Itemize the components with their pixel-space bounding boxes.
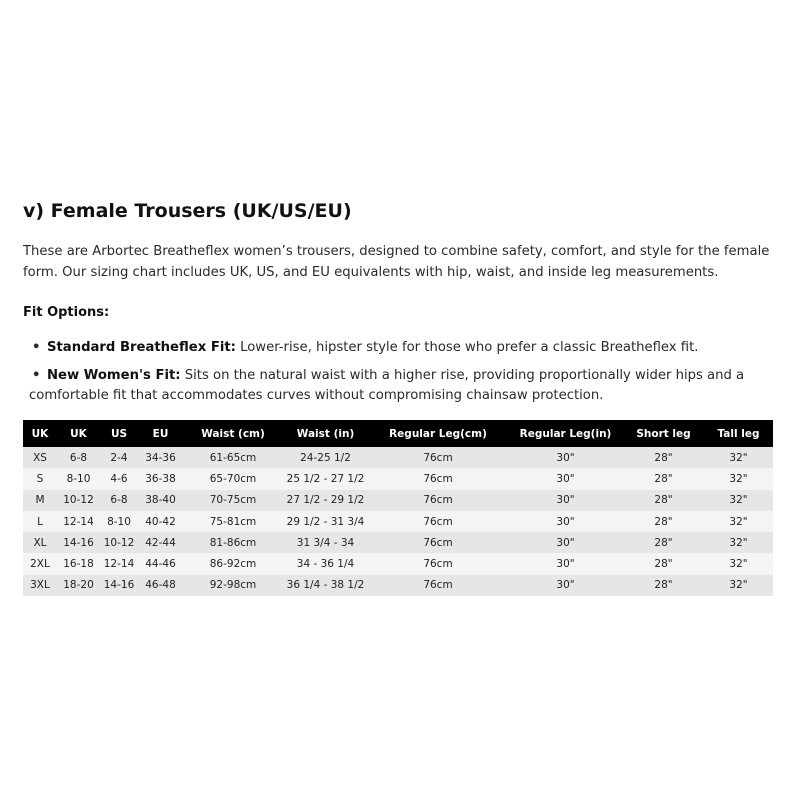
- column-header: UK: [70, 427, 87, 440]
- table-cell: 36 1/4 - 38 1/2: [286, 579, 365, 592]
- table-cell: 44-46: [145, 558, 176, 571]
- table-cell: 8-10: [107, 515, 131, 528]
- table-cell: L: [37, 515, 43, 528]
- bullet-icon: •: [32, 367, 41, 383]
- fit-option-text: Sits on the natural waist with a higher rise, providing proportionally wider hips and a: [180, 367, 745, 383]
- table-cell: 14-16: [103, 579, 135, 592]
- table-cell: 4-6: [110, 472, 128, 485]
- table-cell: 8-10: [66, 472, 91, 485]
- table-row: [23, 532, 773, 553]
- table-cell: 12-14: [103, 558, 135, 571]
- fit-options-list: [23, 338, 775, 407]
- table-cell: 30": [556, 579, 575, 592]
- table-cell: 34-36: [145, 451, 176, 464]
- table-cell: 32": [729, 451, 748, 464]
- table-row: [23, 575, 773, 596]
- table-cell: 3XL: [30, 579, 50, 592]
- table-cell: 32": [729, 472, 748, 485]
- table-cell: M: [35, 494, 45, 507]
- table-cell: 61-65cm: [209, 451, 257, 464]
- table-cell: 30": [556, 515, 575, 528]
- table-cell: 32": [729, 515, 748, 528]
- column-header: Regular Leg(in): [519, 427, 612, 440]
- table-cell: 65-70cm: [209, 472, 257, 485]
- table-cell: 29 1/2 - 31 3/4: [286, 515, 365, 528]
- table-cell: 2XL: [30, 558, 50, 571]
- table-cell: 76cm: [423, 451, 453, 464]
- table-cell: 92-98cm: [209, 579, 257, 592]
- column-header: Short leg: [636, 427, 691, 440]
- table-cell: 25 1/2 - 27 1/2: [286, 472, 365, 485]
- table-cell: 76cm: [423, 515, 453, 528]
- table-row: [23, 468, 773, 489]
- fit-option-text-continued: comfortable fit that accommodates curves without compromising chainsaw protection.: [29, 388, 604, 403]
- table-cell: 76cm: [423, 536, 453, 549]
- table-cell: 2-4: [110, 451, 128, 464]
- table-cell: 14-16: [63, 536, 94, 549]
- table-cell: 30": [556, 558, 575, 571]
- table-cell: 28": [654, 494, 673, 507]
- column-header: EU: [152, 427, 169, 440]
- fit-option-label: New Women's Fit:: [47, 367, 181, 383]
- column-header: Waist (in): [296, 427, 355, 440]
- table-cell: 12-14: [63, 515, 94, 528]
- table-cell: 76cm: [423, 558, 453, 571]
- column-header: US: [110, 427, 128, 440]
- column-header: Tall leg: [717, 427, 760, 440]
- table-header-row: [23, 420, 773, 447]
- table-cell: 28": [654, 451, 673, 464]
- table-cell: 28": [654, 472, 673, 485]
- table-cell: 6-8: [110, 494, 128, 507]
- table-cell: 32": [729, 536, 748, 549]
- table-cell: 76cm: [423, 472, 453, 485]
- table-cell: 76cm: [423, 494, 453, 507]
- table-cell: 18-20: [63, 579, 94, 592]
- table-cell: 75-81cm: [209, 515, 257, 528]
- table-cell: 24-25 1/2: [300, 451, 351, 464]
- table-cell: 32": [729, 579, 748, 592]
- table-cell: S: [36, 472, 44, 485]
- table-cell: 30": [556, 472, 575, 485]
- table-cell: 10-12: [103, 536, 135, 549]
- table-cell: 10-12: [63, 494, 94, 507]
- intro-paragraph: These are Arbortec Breatheflex women’s trousers, designed to combine safety, comfort, and style for the female form. Our sizing chart includes UK, US, and EU equivalents with hip, waist, and inside leg measurements.: [23, 244, 770, 280]
- table-cell: 32": [729, 558, 748, 571]
- fit-options-title: Fit Options:: [23, 305, 110, 320]
- table-cell: 32": [729, 494, 748, 507]
- table-cell: 86-92cm: [209, 558, 257, 571]
- table-cell: 76cm: [423, 579, 453, 592]
- table-cell: 16-18: [63, 558, 94, 571]
- column-header: Waist (cm): [201, 427, 265, 440]
- table-cell: 42-44: [145, 536, 176, 549]
- fit-option-label: Standard Breatheflex Fit:: [47, 340, 236, 355]
- table-cell: 27 1/2 - 29 1/2: [286, 494, 365, 507]
- column-header: UK: [31, 427, 49, 440]
- table-cell: 28": [654, 579, 673, 592]
- table-cell: 31 3/4 - 34: [296, 536, 355, 549]
- table-row: [23, 511, 773, 532]
- table-cell: XL: [33, 536, 47, 549]
- fit-option-text: Lower-rise, hipster style for those who prefer a classic Breatheflex fit.: [235, 340, 699, 355]
- table-cell: 30": [556, 451, 575, 464]
- table-cell: 46-48: [145, 579, 176, 592]
- column-header: Regular Leg(cm): [389, 427, 487, 440]
- table-cell: 36-38: [145, 472, 176, 485]
- table-row: [23, 490, 773, 511]
- fit-option-womens: [23, 366, 775, 407]
- table-cell: XS: [33, 451, 47, 464]
- table-cell: 28": [654, 515, 673, 528]
- fit-option-standard: [23, 338, 775, 359]
- size-chart-table: [23, 420, 773, 596]
- bullet-icon: •: [32, 340, 41, 355]
- table-cell: 34 - 36 1/4: [296, 558, 355, 571]
- table-row: [23, 447, 773, 468]
- table-cell: 28": [654, 536, 673, 549]
- table-cell: 30": [556, 536, 575, 549]
- table-cell: 6-8: [69, 451, 88, 464]
- table-cell: 40-42: [145, 515, 176, 528]
- trousers-section: [23, 198, 775, 414]
- table-cell: 28": [654, 558, 673, 571]
- table-cell: 70-75cm: [209, 494, 257, 507]
- table-row: [23, 553, 773, 574]
- table-cell: 30": [556, 494, 575, 507]
- table-cell: 81-86cm: [209, 536, 257, 549]
- table-cell: 38-40: [145, 494, 176, 507]
- section-heading: v) Female Trousers (UK/US/EU): [23, 200, 352, 222]
- table-body: [23, 447, 773, 596]
